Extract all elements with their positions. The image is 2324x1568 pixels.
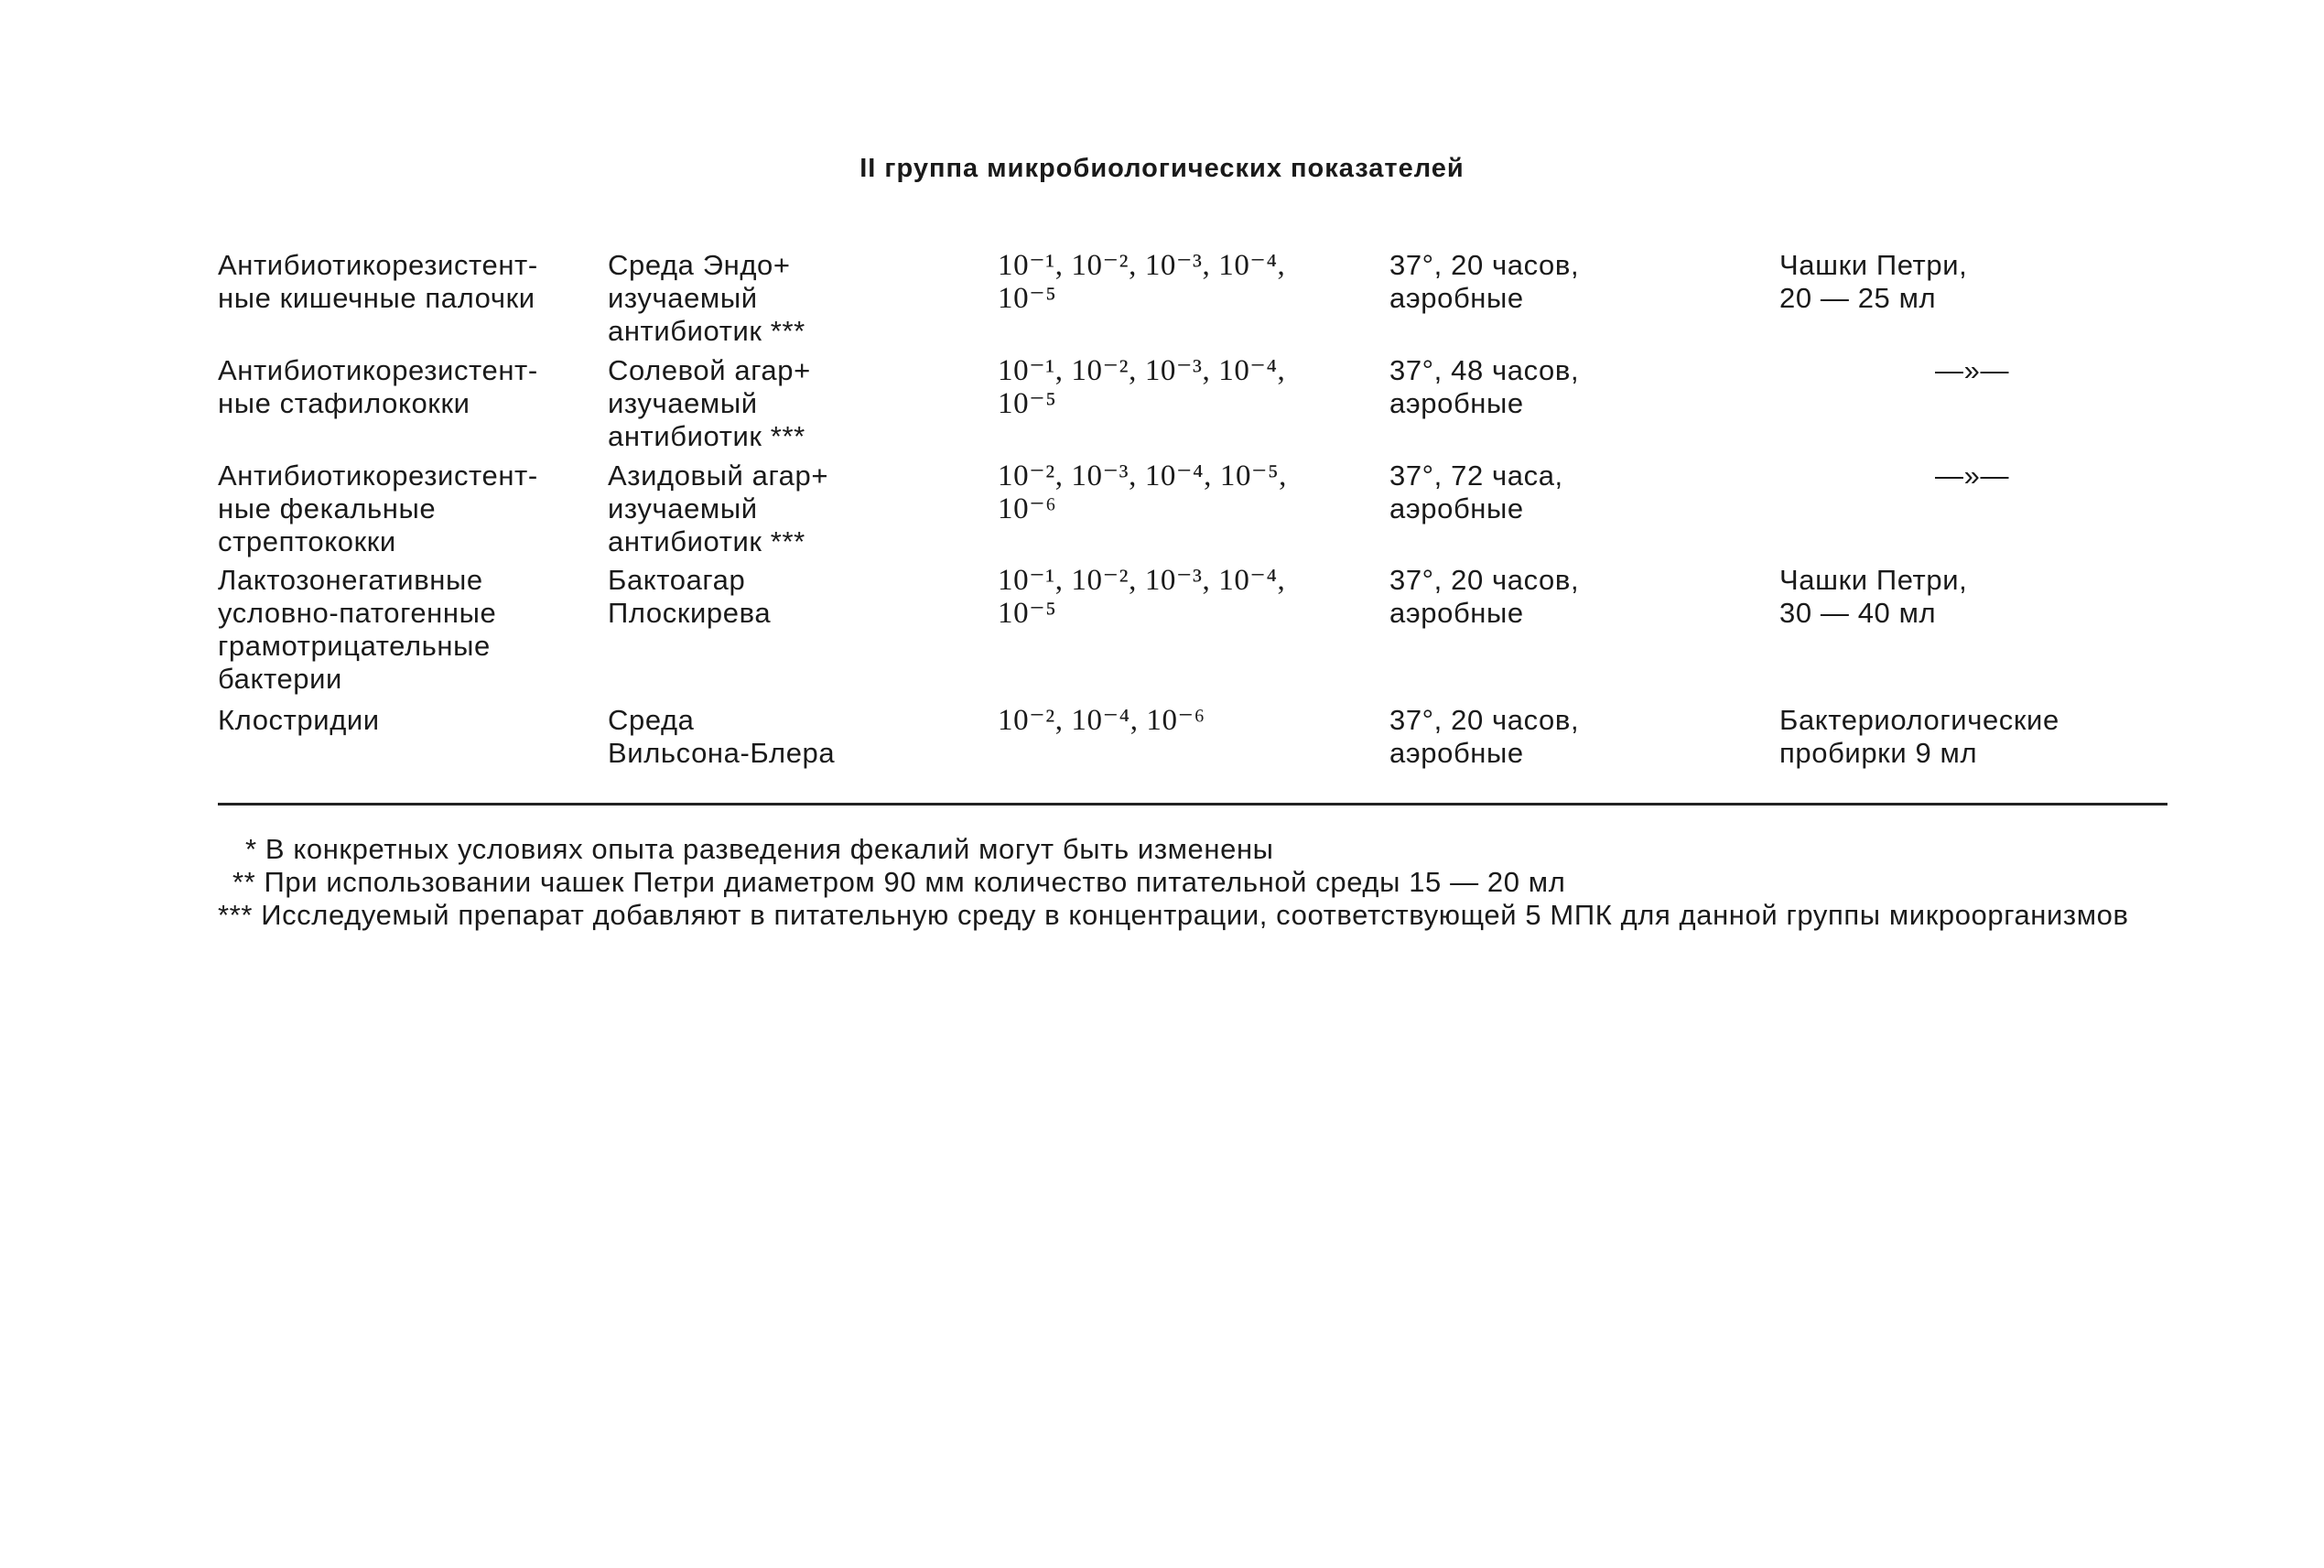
footnotes bbox=[218, 833, 2167, 932]
vessel-cell: —»— bbox=[1935, 354, 2010, 386]
organism-cell: Антибиотикорезистент- ные стафилококки bbox=[218, 354, 538, 419]
dilutions-cell: 10⁻¹, 10⁻², 10⁻³, 10⁻⁴, 10⁻⁵ bbox=[998, 249, 1286, 315]
medium-cell: Бактоагар Плоскирева bbox=[608, 564, 772, 629]
vessel-cell: Чашки Петри, 30 — 40 мл bbox=[1779, 564, 1968, 629]
conditions-cell: 37°, 20 часов, аэробные bbox=[1389, 249, 1580, 314]
table-row bbox=[218, 704, 2167, 777]
footnote: * В конкретных условиях опыта разведения фекалий могут быть изменены bbox=[245, 833, 1274, 865]
conditions-cell: 37°, 48 часов, аэробные bbox=[1389, 354, 1580, 419]
section-heading: II группа микробиологических показателей bbox=[859, 154, 1465, 183]
table-row bbox=[218, 354, 2167, 460]
footnote: *** Исследуемый препарат добавляют в питательную среду в концентрации, соответствующей 5 МПК для данной группы микроорганизмов bbox=[218, 899, 2129, 931]
vessel-cell: —»— bbox=[1935, 460, 2010, 492]
organism-cell: Антибиотикорезистент- ные фекальные стрептококки bbox=[218, 460, 538, 557]
vessel-cell: Чашки Петри, 20 — 25 мл bbox=[1779, 249, 1968, 314]
table-row bbox=[218, 249, 2167, 355]
conditions-cell: 37°, 72 часа, аэробные bbox=[1389, 460, 1563, 524]
medium-cell: Среда Вильсона-Блера bbox=[608, 704, 836, 769]
conditions-cell: 37°, 20 часов, аэробные bbox=[1389, 564, 1580, 629]
medium-cell: Азидовый агар+ изучаемый антибиотик *** bbox=[608, 460, 829, 557]
organism-cell: Антибиотикорезистент- ные кишечные палочки bbox=[218, 249, 538, 314]
organism-cell: Лактозонегативные условно-патогенные грамотрицательные бактерии bbox=[218, 564, 497, 695]
organism-cell: Клостридии bbox=[218, 704, 380, 736]
table-row bbox=[218, 564, 2167, 703]
table-row bbox=[218, 460, 2167, 566]
conditions-cell: 37°, 20 часов, аэробные bbox=[1389, 704, 1580, 769]
table-bottom-rule bbox=[218, 803, 2167, 806]
medium-cell: Среда Эндо+ изучаемый антибиотик *** bbox=[608, 249, 805, 347]
vessel-cell: Бактериологические пробирки 9 мл bbox=[1779, 704, 2059, 769]
medium-cell: Солевой агар+ изучаемый антибиотик *** bbox=[608, 354, 811, 452]
footnote: ** При использовании чашек Петри диаметром 90 мм количество питательной среды 15 — 20 мл bbox=[232, 866, 1566, 898]
dilutions-cell: 10⁻², 10⁻⁴, 10⁻⁶ bbox=[998, 704, 1205, 737]
dilutions-cell: 10⁻¹, 10⁻², 10⁻³, 10⁻⁴, 10⁻⁵ bbox=[998, 564, 1286, 630]
dilutions-cell: 10⁻², 10⁻³, 10⁻⁴, 10⁻⁵, 10⁻⁶ bbox=[998, 460, 1288, 525]
dilutions-cell: 10⁻¹, 10⁻², 10⁻³, 10⁻⁴, 10⁻⁵ bbox=[998, 354, 1286, 420]
